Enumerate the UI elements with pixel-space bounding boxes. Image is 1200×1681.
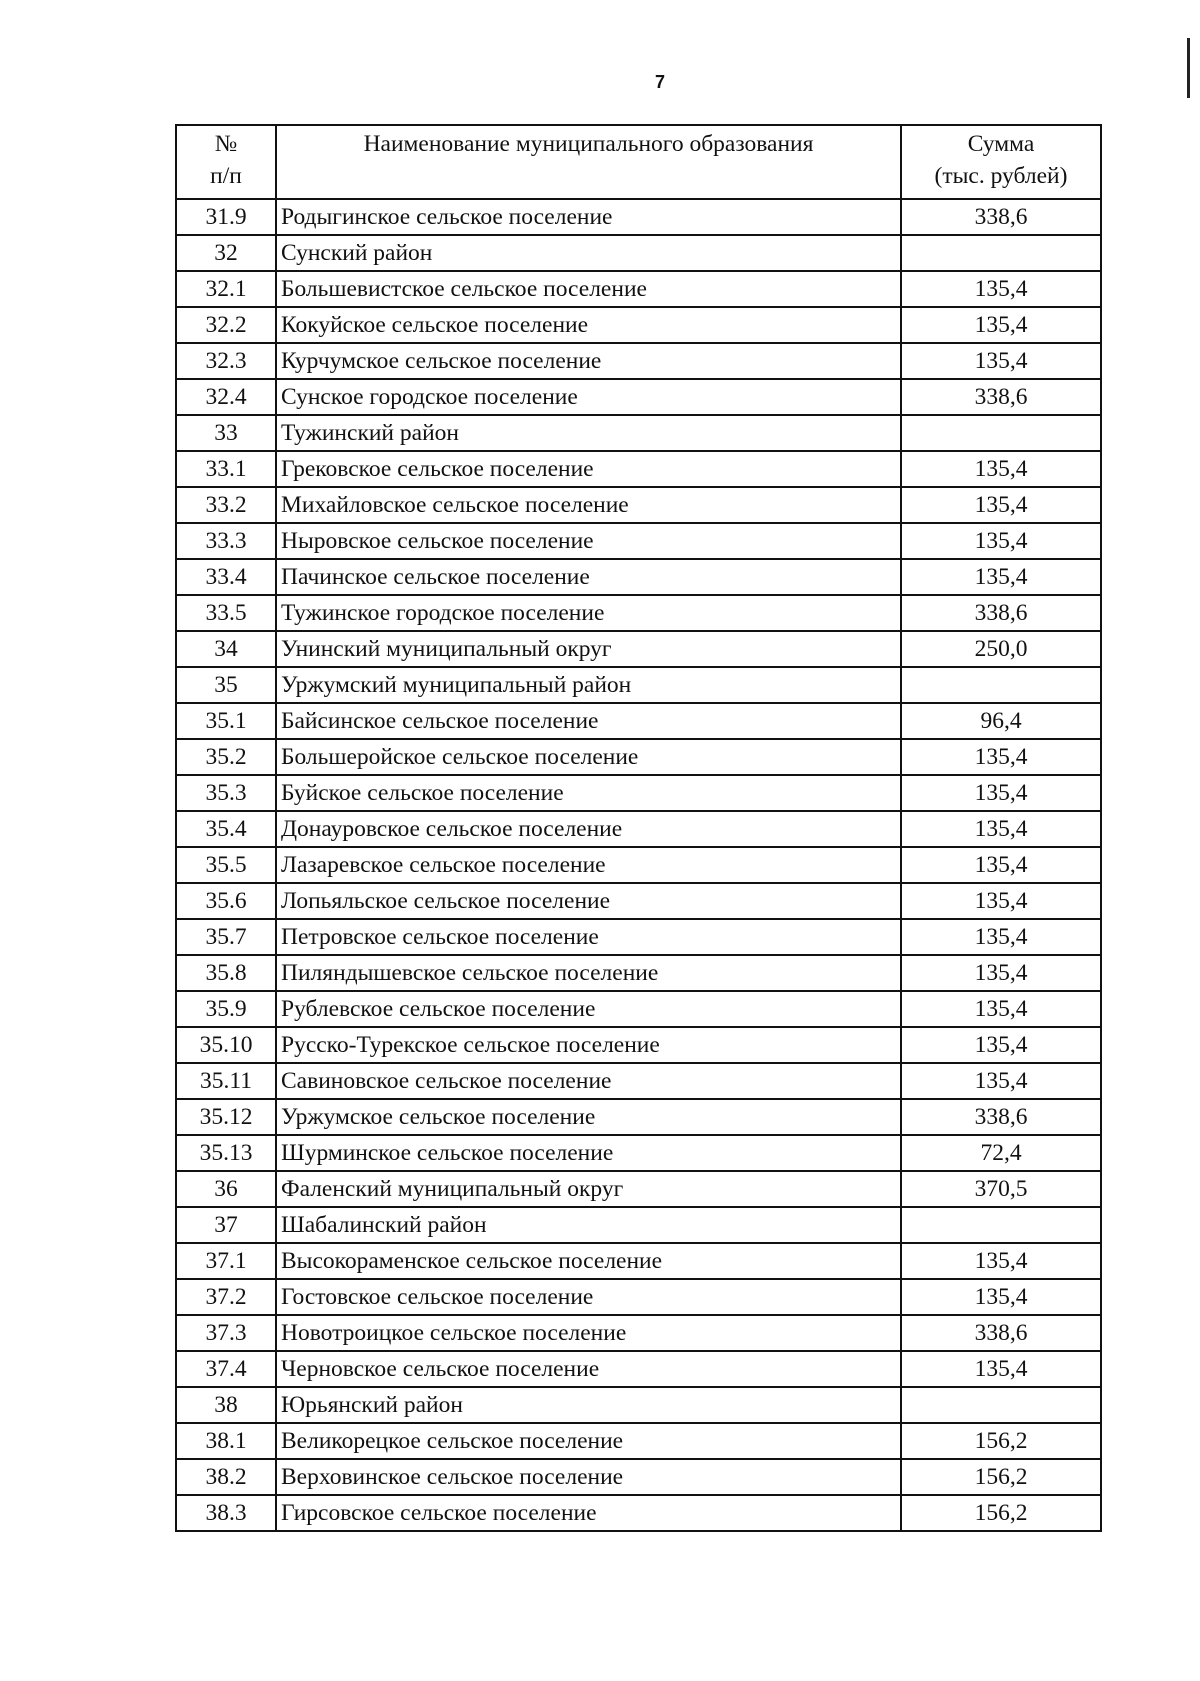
row-number-cell: 34 [176, 631, 276, 667]
row-name-cell: Кокуйское сельское поселение [276, 307, 901, 343]
row-sum-cell: 135,4 [901, 1351, 1101, 1387]
row-name-cell: Уржумское сельское поселение [276, 1099, 901, 1135]
row-name-cell: Шурминское сельское поселение [276, 1135, 901, 1171]
row-sum-cell: 135,4 [901, 955, 1101, 991]
header-sum-line1: Сумма [967, 131, 1035, 157]
row-number-cell: 35 [176, 667, 276, 703]
row-sum-cell: 338,6 [901, 199, 1101, 235]
row-number-cell: 35.10 [176, 1027, 276, 1063]
table-row [176, 667, 1101, 703]
row-name-cell: Великорецкое сельское поселение [276, 1423, 901, 1459]
row-name-cell: Курчумское сельское поселение [276, 343, 901, 379]
row-name-cell: Гирсовское сельское поселение [276, 1495, 901, 1531]
table-row [176, 343, 1101, 379]
row-name-cell: Лазаревское сельское поселение [276, 847, 901, 883]
row-sum-cell: 156,2 [901, 1459, 1101, 1495]
table-row [176, 1207, 1101, 1243]
table-row [176, 1423, 1101, 1459]
row-number-cell: 32 [176, 235, 276, 271]
row-sum-cell: 135,4 [901, 271, 1101, 307]
row-sum-cell: 135,4 [901, 883, 1101, 919]
row-sum-cell [901, 1207, 1101, 1243]
table-row [176, 307, 1101, 343]
row-name-cell: Русско-Турекское сельское поселение [276, 1027, 901, 1063]
row-name-cell: Унинский муниципальный округ [276, 631, 901, 667]
table-row [176, 379, 1101, 415]
row-number-cell: 35.9 [176, 991, 276, 1027]
row-sum-cell: 370,5 [901, 1171, 1101, 1207]
row-number-cell: 32.3 [176, 343, 276, 379]
row-number-cell: 37.3 [176, 1315, 276, 1351]
header-row [176, 125, 1101, 199]
row-number-cell: 32.2 [176, 307, 276, 343]
row-name-cell: Шабалинский район [276, 1207, 901, 1243]
table-row [176, 271, 1101, 307]
row-number-cell: 38.2 [176, 1459, 276, 1495]
table-row [176, 1171, 1101, 1207]
row-name-cell: Гостовское сельское поселение [276, 1279, 901, 1315]
row-number-cell: 35.3 [176, 775, 276, 811]
row-sum-cell: 135,4 [901, 847, 1101, 883]
row-number-cell: 35.13 [176, 1135, 276, 1171]
table-row [176, 631, 1101, 667]
row-number-cell: 35.7 [176, 919, 276, 955]
row-number-cell: 38 [176, 1387, 276, 1423]
header-num [176, 125, 276, 199]
row-sum-cell [901, 1387, 1101, 1423]
row-number-cell: 37.4 [176, 1351, 276, 1387]
table-row [176, 523, 1101, 559]
row-number-cell: 38.1 [176, 1423, 276, 1459]
row-sum-cell: 135,4 [901, 811, 1101, 847]
row-number-cell: 33.4 [176, 559, 276, 595]
row-name-cell: Пачинское сельское поселение [276, 559, 901, 595]
page-number: 7 [654, 72, 665, 92]
row-sum-cell: 156,2 [901, 1495, 1101, 1531]
row-number-cell: 35.5 [176, 847, 276, 883]
row-name-cell: Родыгинское сельское поселение [276, 199, 901, 235]
row-name-cell: Пиляндышевское сельское поселение [276, 955, 901, 991]
table-row [176, 1459, 1101, 1495]
table-body [176, 199, 1101, 1531]
table-row [176, 1063, 1101, 1099]
row-sum-cell: 135,4 [901, 523, 1101, 559]
table-row [176, 811, 1101, 847]
table-row [176, 1279, 1101, 1315]
row-sum-cell: 338,6 [901, 1315, 1101, 1351]
row-name-cell: Уржумский муниципальный район [276, 667, 901, 703]
row-sum-cell: 135,4 [901, 451, 1101, 487]
row-name-cell: Юрьянский район [276, 1387, 901, 1423]
row-sum-cell: 338,6 [901, 1099, 1101, 1135]
row-name-cell: Ныровское сельское поселение [276, 523, 901, 559]
header-sum-line2: (тыс. рублей) [934, 163, 1068, 189]
row-number-cell: 35.4 [176, 811, 276, 847]
row-number-cell: 35.12 [176, 1099, 276, 1135]
table-row [176, 1351, 1101, 1387]
table-row [176, 1315, 1101, 1351]
table-row [176, 415, 1101, 451]
row-sum-cell: 250,0 [901, 631, 1101, 667]
row-sum-cell: 338,6 [901, 379, 1101, 415]
row-name-cell: Петровское сельское поселение [276, 919, 901, 955]
header-name: Наименование муниципального образования [276, 125, 901, 199]
table-row [176, 595, 1101, 631]
row-sum-cell: 156,2 [901, 1423, 1101, 1459]
row-sum-cell: 96,4 [901, 703, 1101, 739]
row-name-cell: Сунское городское поселение [276, 379, 901, 415]
row-name-cell: Фаленский муниципальный округ [276, 1171, 901, 1207]
table-row [176, 991, 1101, 1027]
table-row [176, 847, 1101, 883]
row-name-cell: Рублевское сельское поселение [276, 991, 901, 1027]
row-number-cell: 33.2 [176, 487, 276, 523]
row-sum-cell: 135,4 [901, 1279, 1101, 1315]
table-row [176, 199, 1101, 235]
table-row [176, 1099, 1101, 1135]
row-name-cell: Тужинский район [276, 415, 901, 451]
table-row [176, 235, 1101, 271]
row-sum-cell: 135,4 [901, 991, 1101, 1027]
row-sum-cell: 135,4 [901, 739, 1101, 775]
row-number-cell: 35.1 [176, 703, 276, 739]
table-row [176, 919, 1101, 955]
table-row [176, 1387, 1101, 1423]
row-number-cell: 37 [176, 1207, 276, 1243]
table-row [176, 883, 1101, 919]
table-row [176, 1495, 1101, 1531]
row-sum-cell: 135,4 [901, 1063, 1101, 1099]
municipal-table [175, 124, 1102, 1532]
row-name-cell: Большевистское сельское поселение [276, 271, 901, 307]
table-row [176, 739, 1101, 775]
row-sum-cell [901, 667, 1101, 703]
row-sum-cell [901, 235, 1101, 271]
row-number-cell: 31.9 [176, 199, 276, 235]
header-sum [901, 125, 1101, 199]
row-name-cell: Тужинское городское поселение [276, 595, 901, 631]
row-number-cell: 36 [176, 1171, 276, 1207]
row-number-cell: 38.3 [176, 1495, 276, 1531]
margin-mark [1187, 38, 1190, 98]
row-sum-cell: 72,4 [901, 1135, 1101, 1171]
table-row [176, 703, 1101, 739]
row-sum-cell: 135,4 [901, 559, 1101, 595]
row-number-cell: 33.5 [176, 595, 276, 631]
header-num-line2: п/п [210, 163, 242, 189]
row-name-cell: Донауровское сельское поселение [276, 811, 901, 847]
row-number-cell: 35.2 [176, 739, 276, 775]
header-num-line1: № [214, 131, 238, 157]
row-sum-cell: 135,4 [901, 487, 1101, 523]
row-name-cell: Байсинское сельское поселение [276, 703, 901, 739]
table-row [176, 1135, 1101, 1171]
table-row [176, 559, 1101, 595]
row-number-cell: 32.4 [176, 379, 276, 415]
row-number-cell: 33 [176, 415, 276, 451]
row-sum-cell: 135,4 [901, 307, 1101, 343]
row-sum-cell: 338,6 [901, 595, 1101, 631]
row-name-cell: Буйское сельское поселение [276, 775, 901, 811]
table-row [176, 487, 1101, 523]
row-number-cell: 37.2 [176, 1279, 276, 1315]
row-sum-cell: 135,4 [901, 343, 1101, 379]
row-name-cell: Верховинское сельское поселение [276, 1459, 901, 1495]
row-name-cell: Лопьяльское сельское поселение [276, 883, 901, 919]
row-number-cell: 35.8 [176, 955, 276, 991]
table-row [176, 775, 1101, 811]
row-name-cell: Михайловское сельское поселение [276, 487, 901, 523]
table-row [176, 1243, 1101, 1279]
row-name-cell: Сунский район [276, 235, 901, 271]
row-name-cell: Грековское сельское поселение [276, 451, 901, 487]
row-name-cell: Большеройское сельское поселение [276, 739, 901, 775]
row-number-cell: 37.1 [176, 1243, 276, 1279]
row-sum-cell: 135,4 [901, 775, 1101, 811]
row-sum-cell: 135,4 [901, 1027, 1101, 1063]
row-sum-cell [901, 415, 1101, 451]
table-row [176, 955, 1101, 991]
row-sum-cell: 135,4 [901, 1243, 1101, 1279]
row-number-cell: 35.11 [176, 1063, 276, 1099]
row-name-cell: Черновское сельское поселение [276, 1351, 901, 1387]
row-number-cell: 33.1 [176, 451, 276, 487]
row-number-cell: 32.1 [176, 271, 276, 307]
table-row [176, 1027, 1101, 1063]
row-name-cell: Высокораменское сельское поселение [276, 1243, 901, 1279]
row-name-cell: Савиновское сельское поселение [276, 1063, 901, 1099]
row-sum-cell: 135,4 [901, 919, 1101, 955]
row-number-cell: 35.6 [176, 883, 276, 919]
row-number-cell: 33.3 [176, 523, 276, 559]
table-row [176, 451, 1101, 487]
row-name-cell: Новотроицкое сельское поселение [276, 1315, 901, 1351]
